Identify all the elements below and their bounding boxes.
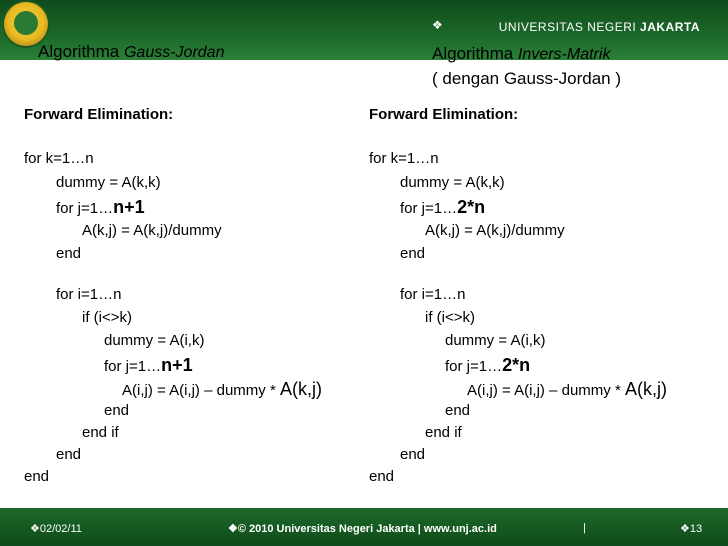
footer-bar [0, 508, 728, 546]
code-line: end if [82, 424, 119, 441]
code-line: end [400, 446, 426, 463]
code-line: end [56, 446, 82, 463]
code-line: end [104, 402, 130, 419]
code-line: if (i<>k) [425, 309, 476, 326]
right-section-heading: Forward Elimination: [369, 106, 519, 123]
university-logo [4, 2, 48, 46]
code-line: for k=1…n [24, 150, 94, 167]
footer-separator: | [583, 522, 586, 534]
code-line: dummy = A(i,k) [104, 332, 205, 349]
left-section-heading: Forward Elimination: [24, 106, 174, 123]
code-line: for i=1…n [56, 286, 122, 303]
university-name: UNIVERSITAS NEGERI JAKARTA [498, 20, 700, 34]
left-title: Algorithma Gauss-Jordan [38, 42, 225, 61]
code-line: end [445, 402, 471, 419]
code-line: for j=1…2*n [445, 355, 531, 375]
footer-copyright: ❖© 2010 Universitas Negeri Jakarta | www.unj.ac.id [228, 523, 497, 535]
code-line: for k=1…n [369, 150, 439, 167]
code-line: if (i<>k) [82, 309, 133, 326]
code-line: end [400, 245, 426, 262]
footer-date: ❖02/02/11 [30, 523, 82, 535]
code-line: dummy = A(k,k) [56, 174, 161, 191]
code-line: end [24, 468, 50, 485]
bullet-icon: ❖ [432, 18, 443, 32]
code-line: end [56, 245, 82, 262]
code-line: for i=1…n [400, 286, 466, 303]
code-line: for j=1…2*n [400, 197, 486, 217]
code-line: for j=1…n+1 [104, 355, 193, 375]
footer-page-number: ❖13 [680, 523, 703, 535]
code-line: for j=1…n+1 [56, 197, 145, 217]
code-line: dummy = A(k,k) [400, 174, 505, 191]
code-line: end [369, 468, 395, 485]
code-line: A(k,j) = A(k,j)/dummy [82, 222, 222, 239]
code-line: dummy = A(i,k) [445, 332, 546, 349]
right-title: Algorithma Invers-Matrik ( dengan Gauss-Jordan ) [432, 42, 621, 91]
code-line: A(i,j) = A(i,j) – dummy * A(k,j) [122, 379, 322, 399]
code-line: A(k,j) = A(k,j)/dummy [425, 222, 565, 239]
right-subtitle: ( dengan Gauss-Jordan ) [432, 69, 621, 88]
code-line: end if [425, 424, 462, 441]
code-line: A(i,j) = A(i,j) – dummy * A(k,j) [467, 379, 667, 399]
